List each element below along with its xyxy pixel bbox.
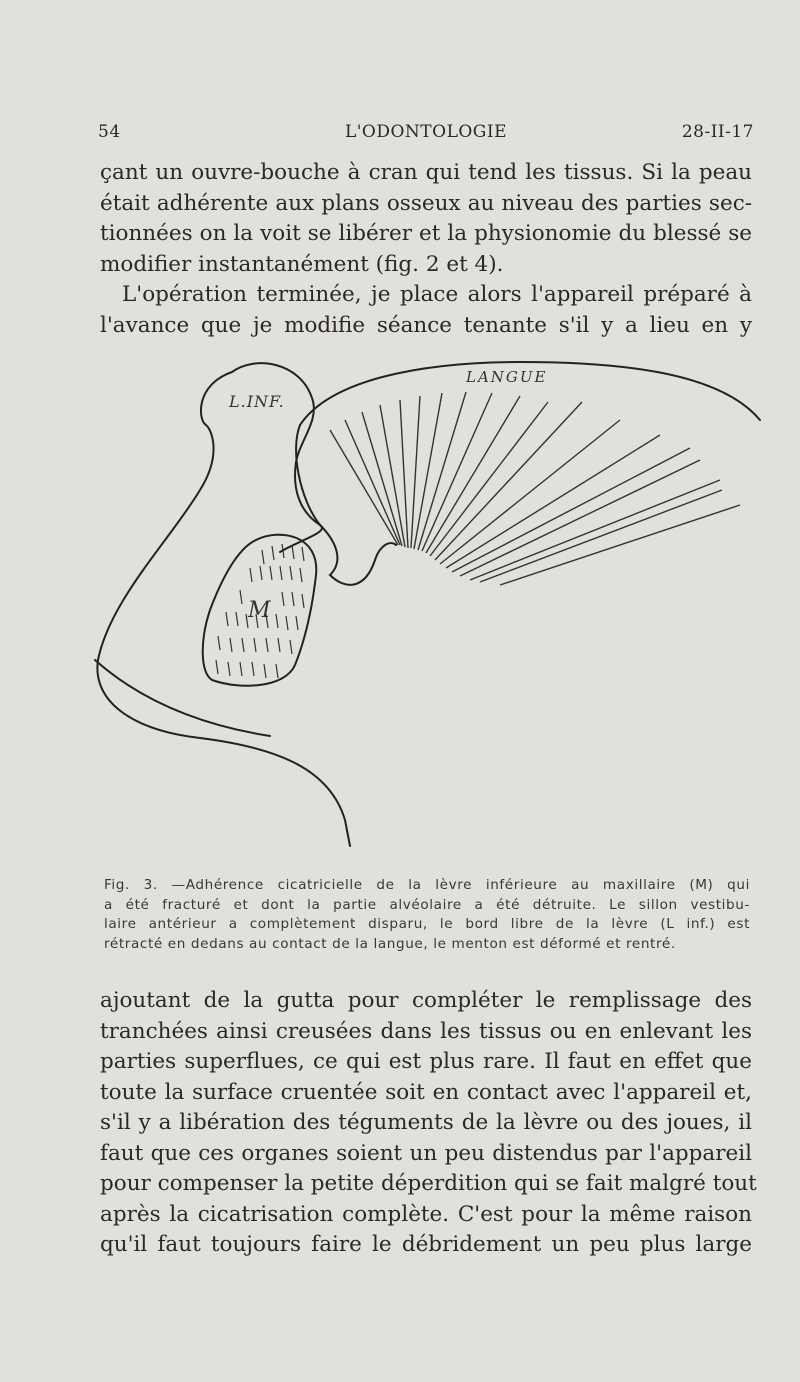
- chin-profile: [97, 372, 350, 846]
- paragraph-top: [100, 158, 752, 341]
- text-line: s'il y a libération des téguments de la lèvre ou des joues, il: [100, 1110, 752, 1135]
- caption-line: a été fracturé et dont la partie alvéolaire a été détruite. Le sillon vestibu-: [104, 896, 750, 913]
- running-header: [98, 122, 754, 150]
- label-maxillary: M: [248, 598, 271, 623]
- text-line: parties superflues, ce qui est plus rare. Il faut en effet que: [100, 1049, 752, 1074]
- text-line: l'avance que je modifie séance tenante s'il y a lieu en y: [100, 312, 752, 338]
- figure-caption: [104, 876, 750, 954]
- caption-line: rétracté en dedans au contact de la langue, le menton est déformé et rentré.: [104, 935, 676, 952]
- text-line: tionnées on la voit se libérer et la physionomie du blessé se: [100, 221, 752, 246]
- figure-3-drawing: [0, 350, 800, 860]
- label-tongue: LANGUE: [466, 368, 548, 386]
- text-line: toute la surface cruentée soit en contact avec l'appareil et,: [100, 1079, 752, 1105]
- text-line: tranchées ainsi creusées dans les tissus ou en enlevant les: [100, 1018, 752, 1044]
- paragraph-bottom: [100, 986, 757, 1261]
- issue-date: 28-II-17: [681, 122, 754, 142]
- text-line: pour compenser la petite déperdition qui se fait malgré tout: [100, 1171, 757, 1196]
- label-lower-lip: L.INF.: [229, 392, 285, 411]
- anatomical-sketch: [0, 350, 800, 860]
- text-line: L'opération terminée, je place alors l'appareil préparé à: [122, 282, 752, 307]
- page-number: 54: [98, 122, 121, 142]
- text-line: qu'il faut toujours faire le débridement un peu plus large: [100, 1232, 752, 1257]
- text-line: modifier instantanément (fig. 2 et 4).: [100, 251, 504, 277]
- tongue-outline: [296, 425, 396, 585]
- text-line: après la cicatrisation complète. C'est pour la même raison: [100, 1201, 752, 1227]
- tongue-fibers: [330, 392, 740, 585]
- text-line: ajoutant de la gutta pour compléter le remplissage des: [100, 988, 752, 1013]
- text-line: faut que ces organes soient un peu distendus par l'appareil: [100, 1140, 752, 1166]
- caption-line: laire antérieur a complètement disparu, le bord libre de la lèvre (L inf.) est: [104, 916, 750, 932]
- caption-line: Fig. 3. —Adhérence cicatricielle de la lèvre inférieure au maxillaire (M) qui: [104, 877, 750, 893]
- jaw-line: [95, 660, 270, 736]
- running-title: L'ODONTOLOGIE: [344, 122, 508, 142]
- text-line: était adhérente aux plans osseux au niveau des parties sec-: [100, 190, 752, 216]
- text-line: çant un ouvre-bouche à cran qui tend les tissus. Si la peau: [100, 160, 752, 185]
